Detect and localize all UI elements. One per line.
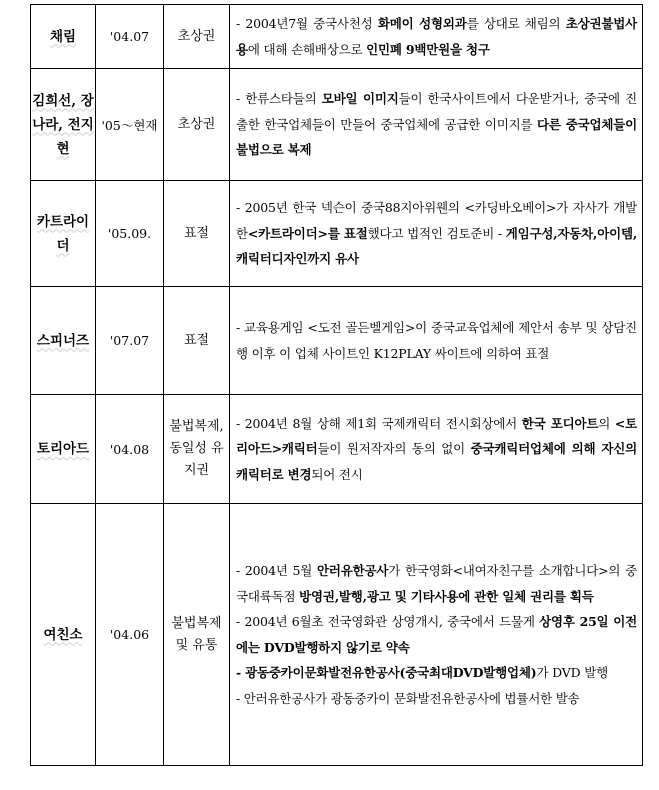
name-cell xyxy=(31,5,96,69)
case-table-body xyxy=(31,5,643,766)
desc-cell xyxy=(230,395,643,504)
table-row xyxy=(31,504,643,766)
desc-cell xyxy=(230,504,643,766)
description-text: 들이 한국사이트에서 다운받거나, 중국에 진출한 한국업체들이 만들어 중국업체에 공급한 이미지를 xyxy=(236,91,637,132)
description-text: 를 상대로 채림의 xyxy=(466,16,566,31)
description-text: - 안러유한공사가 광동중카이 문화발전유한공사에 법률서한 발송 xyxy=(236,690,580,706)
description-paragraph xyxy=(236,315,637,366)
description-bold-text: 초상권불법사용 xyxy=(236,16,638,57)
description-bold-text: 중국캐릭터업체에 의해 자신의 캐릭터로 변경 xyxy=(236,441,637,482)
date-cell: '07.07 xyxy=(96,287,164,395)
name-cell xyxy=(31,395,96,504)
description-paragraph xyxy=(236,86,637,163)
description-bold-text: <토리아드>캐릭터 xyxy=(236,415,638,457)
type-cell: 표절 xyxy=(164,287,230,395)
description-text: - 2004년 8월 상해 제1회 국제캐릭터 전시회상에서 xyxy=(236,415,522,431)
description-bold-text: 방영권,발행,광고 및 기타사용에 관한 일체 권리를 획득 xyxy=(299,588,594,604)
desc-cell xyxy=(230,5,643,69)
date-cell: '04.08 xyxy=(96,395,164,504)
type-cell: 초상권 xyxy=(164,5,230,69)
description-text: 에 대해 손해배상으로 xyxy=(247,41,367,57)
case-name: 채림 xyxy=(49,28,77,45)
desc-cell xyxy=(230,181,643,287)
case-name: 김희선, 장나라, 전지현 xyxy=(32,92,94,157)
description-text: 되어 전시 xyxy=(311,466,363,482)
description-text: - 교육용게임 <도전 골든벨게임>이 중국교육업체에 제안서 송부 및 상담진행 이후 이 업체 사이트인 K12PLAY 싸이트에 의하여 표절 xyxy=(236,320,637,361)
date-cell: '05～현재 xyxy=(96,69,164,181)
name-cell xyxy=(31,504,96,766)
name-cell xyxy=(31,181,96,287)
description-text: 가 한국영화<내여자친구를 소개합니다>의 중국대륙독점 xyxy=(236,563,637,604)
date-cell: '05.09. xyxy=(96,181,164,287)
description-paragraph xyxy=(236,195,637,272)
description-bold-text: 화메이 성형외과 xyxy=(377,16,467,31)
description-bold-text: <카트라이더>를 표절 xyxy=(247,225,368,241)
desc-cell xyxy=(230,287,643,395)
description-paragraph xyxy=(236,411,637,488)
description-bold-text: - 광동중카이문화발전유한공사(중국최대DVD발행업체) xyxy=(236,665,537,680)
description-bold-text: 인민폐 9백만원을 청구 xyxy=(366,41,490,57)
type-cell: 불법복제, 동일성 유지권 xyxy=(164,395,230,504)
description-text: 가 DVD 발행 xyxy=(536,665,608,680)
desc-cell xyxy=(230,69,643,181)
table-row xyxy=(31,5,643,69)
case-table xyxy=(30,4,643,766)
case-name: 스피너즈 xyxy=(36,332,90,349)
description-paragraph xyxy=(236,686,637,712)
description-bold-text: 안러유한공사 xyxy=(316,563,389,578)
case-name: 토리아드 xyxy=(36,441,90,457)
description-paragraph xyxy=(236,660,637,686)
description-bold-text: 게임구성,자동차,아이템,캐릭터디자인까지 유사 xyxy=(236,225,637,267)
name-cell xyxy=(31,69,96,181)
description-bold-text: 상영후 25일 이전에는 DVD발행하지 않기로 약속 xyxy=(236,614,637,655)
description-text: - 2004년 5월 xyxy=(236,563,317,578)
description-paragraph xyxy=(236,558,637,609)
description-bold-text: 모바일 이미지 xyxy=(321,91,399,107)
date-cell: '04.07 xyxy=(96,5,164,69)
description-text: 했다고 법적인 검토준비 - xyxy=(367,225,506,241)
table-row xyxy=(31,287,643,395)
description-text: 들이 원저작자의 동의 없이 xyxy=(317,441,471,457)
description-text: - 2004년 6월초 전국영화관 상영개시, 중국에서 드물게 xyxy=(236,614,540,629)
type-cell: 표절 xyxy=(164,181,230,287)
table-row xyxy=(31,69,643,181)
description-text: - 한류스타들의 xyxy=(236,91,322,107)
description-text: 의 xyxy=(598,415,615,431)
description-bold-text: 한국 포디아트 xyxy=(521,415,599,431)
description-text: - 2004년7월 중국사천성 xyxy=(236,16,378,31)
description-bold-text: 다른 중국업체들이 불법으로 복제 xyxy=(236,116,637,158)
date-cell: '04.06 xyxy=(96,504,164,766)
case-name: 카트라이더 xyxy=(36,213,90,254)
description-text: - 2005년 한국 넥슨이 중국88지아위웬의 <카딩바오베이>가 자사가 개발한 xyxy=(236,200,637,241)
description-paragraph xyxy=(236,609,637,660)
name-cell xyxy=(31,287,96,395)
table-row xyxy=(31,181,643,287)
type-cell: 초상권 xyxy=(164,69,230,181)
description-paragraph xyxy=(236,11,637,62)
case-name: 여친소 xyxy=(43,626,83,643)
table-row xyxy=(31,395,643,504)
type-cell: 불법복제 및 유통 xyxy=(164,504,230,766)
